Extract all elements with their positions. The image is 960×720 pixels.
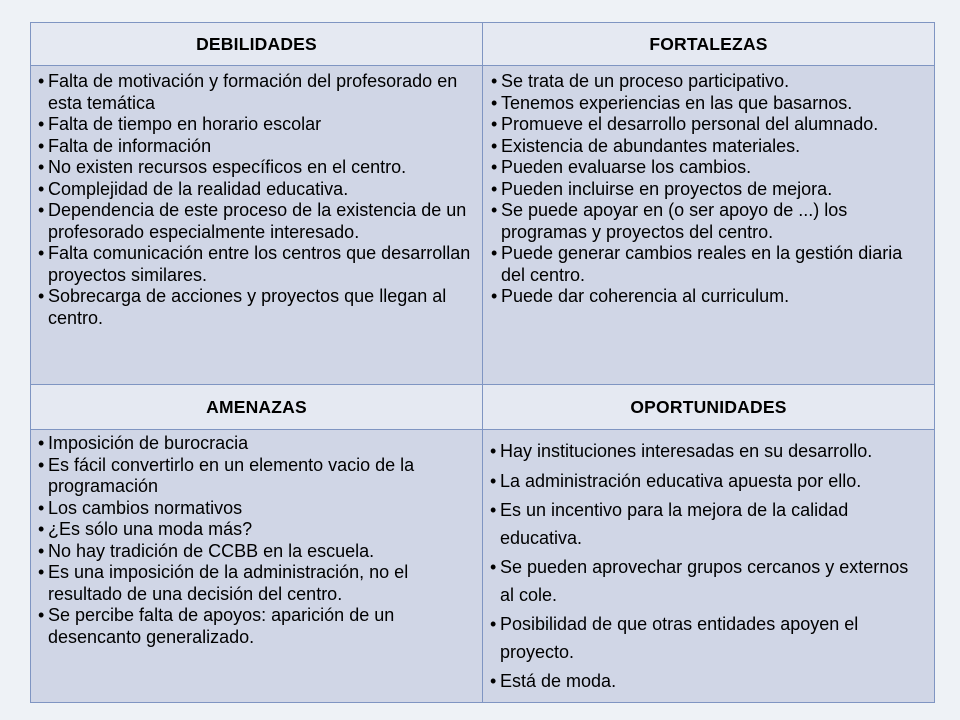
header-debilidades: DEBILIDADES (31, 23, 483, 66)
list-item: • Sobrecarga de acciones y proyectos que llegan al centro. (38, 286, 474, 329)
list-item: • Pueden incluirse en proyectos de mejora. (491, 179, 926, 201)
header-amenazas: AMENAZAS (31, 385, 483, 430)
header-fortalezas: FORTALEZAS (483, 23, 935, 66)
cell-amenazas (31, 430, 483, 703)
cell-debilidades (31, 66, 483, 385)
list-item: • Puede generar cambios reales en la gestión diaria del centro. (491, 243, 926, 286)
list-item: • Se puede apoyar en (o ser apoyo de ...) los programas y proyectos del centro. (491, 200, 926, 243)
cell-oportunidades (483, 430, 935, 703)
list-amenazas (31, 430, 482, 648)
list-item: • No hay tradición de CCBB en la escuela. (38, 541, 474, 563)
list-item: • Se trata de un proceso participativo. (491, 71, 926, 93)
list-item: • Promueve el desarrollo personal del alumnado. (491, 114, 926, 136)
list-item: • Falta de tiempo en horario escolar (38, 114, 474, 136)
list-item: • Falta comunicación entre los centros que desarrollan proyectos similares. (38, 243, 474, 286)
list-item: • Pueden evaluarse los cambios. (491, 157, 926, 179)
list-item: • ¿Es sólo una moda más? (38, 519, 474, 541)
list-item: • Se percibe falta de apoyos: aparición de un desencanto generalizado. (38, 605, 474, 648)
list-item: • Es un incentivo para la mejora de la calidad educativa. (490, 497, 926, 552)
list-item: • Imposición de burocracia (38, 433, 474, 455)
list-item: • Los cambios normativos (38, 498, 474, 520)
header-oportunidades: OPORTUNIDADES (483, 385, 935, 430)
list-item: • Se pueden aprovechar grupos cercanos y externos al cole. (490, 554, 926, 609)
list-item: • Falta de motivación y formación del profesorado en esta temática (38, 71, 474, 114)
cell-fortalezas (483, 66, 935, 385)
list-oportunidades (483, 430, 934, 696)
list-item: • Puede dar coherencia al curriculum. (491, 286, 926, 308)
list-item: • La administración educativa apuesta por ello. (490, 468, 926, 496)
list-item: • Existencia de abundantes materiales. (491, 136, 926, 158)
list-item: • Está de moda. (490, 668, 926, 696)
list-item: • Falta de información (38, 136, 474, 158)
list-item: • Tenemos experiencias en las que basarnos. (491, 93, 926, 115)
list-item: • Es fácil convertirlo en un elemento vacio de la programación (38, 455, 474, 498)
list-debilidades (31, 66, 482, 329)
list-item: • No existen recursos específicos en el centro. (38, 157, 474, 179)
list-item: • Posibilidad de que otras entidades apoyen el proyecto. (490, 611, 926, 666)
list-fortalezas (483, 66, 934, 308)
list-item: • Dependencia de este proceso de la existencia de un profesorado especialmente interesado. (38, 200, 474, 243)
list-item: • Complejidad de la realidad educativa. (38, 179, 474, 201)
list-item: • Hay instituciones interesadas en su desarrollo. (490, 438, 926, 466)
swot-table (30, 22, 935, 703)
list-item: • Es una imposición de la administración, no el resultado de una decisión del centro. (38, 562, 474, 605)
